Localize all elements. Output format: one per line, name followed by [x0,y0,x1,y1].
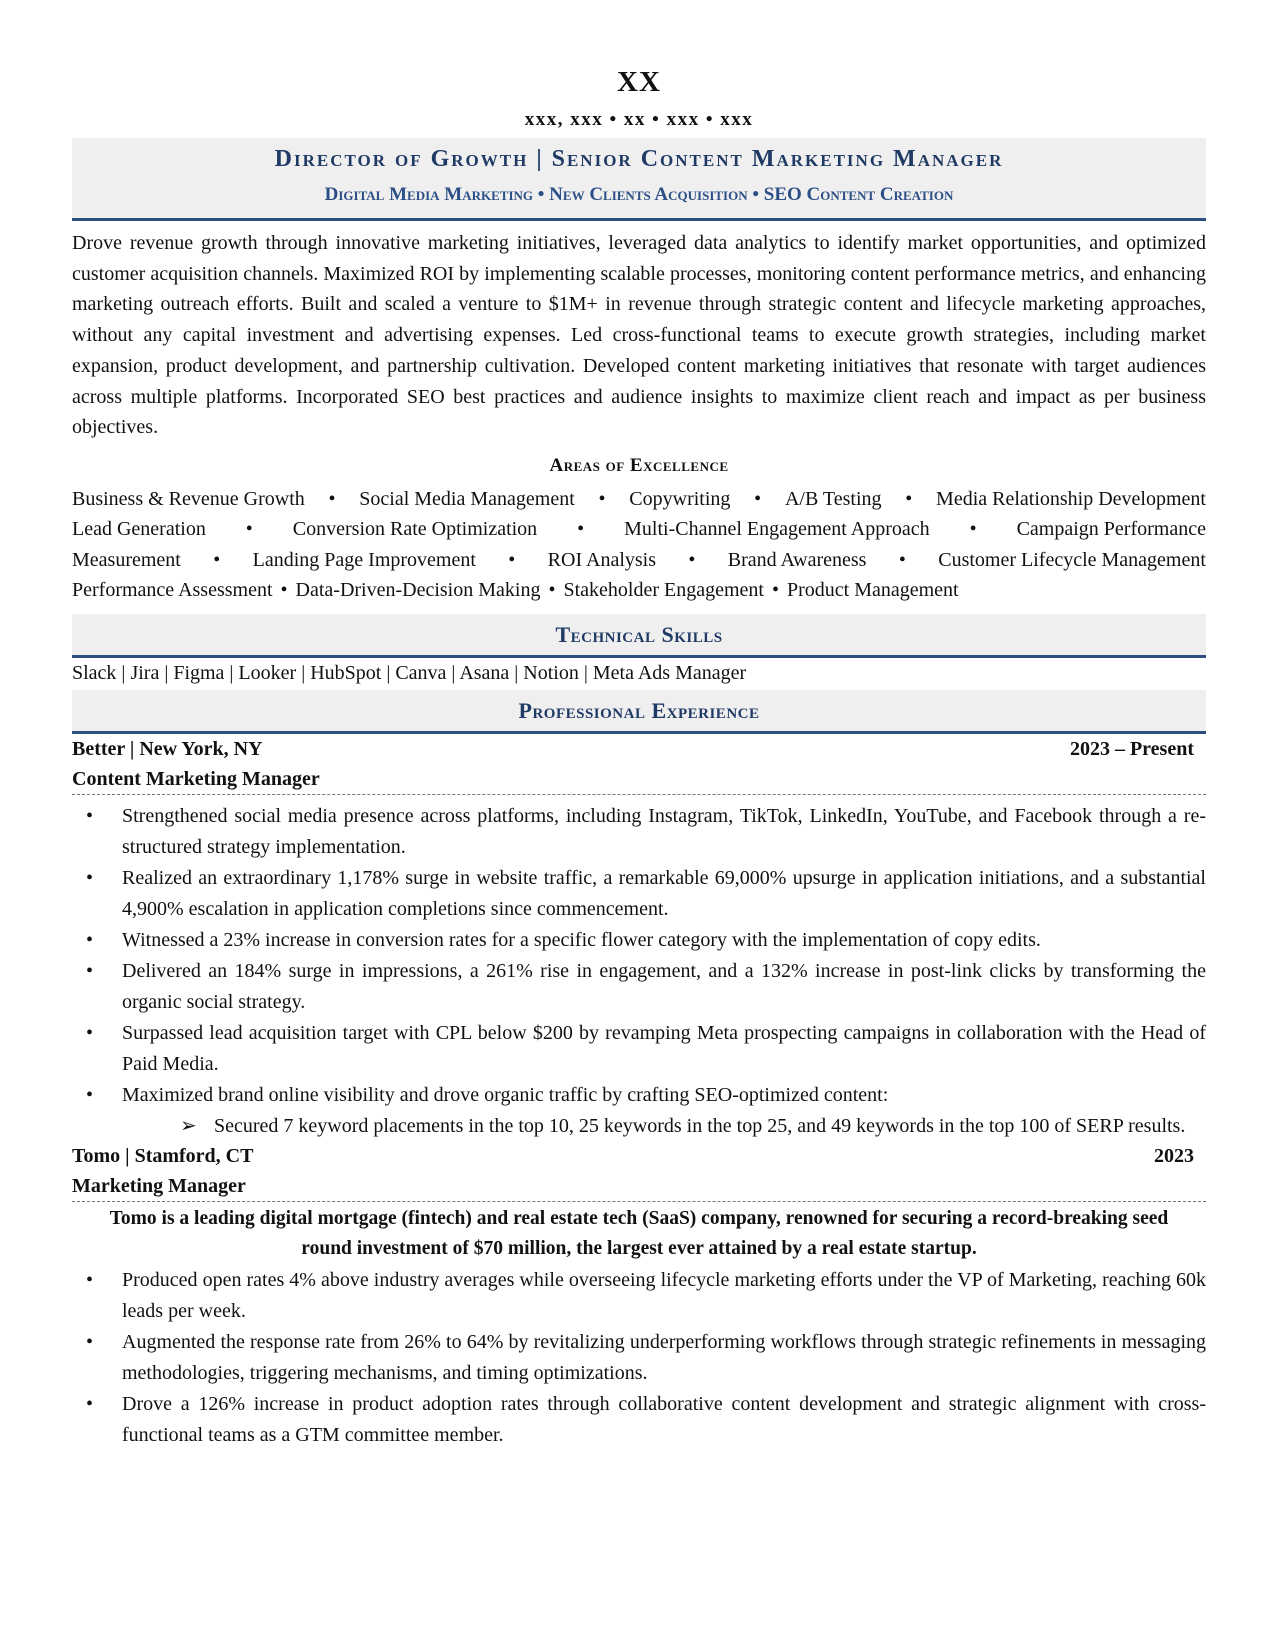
title-band [72,138,1206,221]
separator-dot: • [598,487,606,510]
skill-area: Customer Lifecycle Management [938,548,1206,571]
list-item [72,1265,1206,1327]
list-item [72,1389,1206,1451]
areas-line [72,575,1206,606]
bullet-text: Realized an extraordinary 1,178% surge in website traffic, a remarkable 69,000% upsurge in application initiations, and a substantial 4,900% escalation in application completions since commencement. [122,866,1206,920]
skill-area: Business & Revenue Growth [72,487,305,510]
bullet-marker: • [86,928,94,951]
technical-skills-list: Slack | Jira | Figma | Looker | HubSpot | Canva | Asana | Notion | Meta Ads Manager [72,661,747,684]
headline-title: Director of Growth | Senior Content Marketing Manager [274,146,1004,172]
job-entry [72,734,1206,1141]
bullet-text: Strengthened social media presence across platforms, including Instagram, TikTok, LinkedIn, YouTube, and Facebook through a re-structured strategy implementation. [122,804,1206,858]
areas-line [72,514,1206,545]
skill-area: Campaign Performance [1016,518,1206,541]
list-item [72,863,1206,925]
job-dates: 2023 – Present [1069,737,1194,760]
job-entry [72,1141,1206,1451]
experience-heading: Professional Experience [72,690,1206,734]
sub-bullet-text: Secured 7 keyword placements in the top 10, 25 keywords in the top 25, and 49 keywords in the top 100 of SERP results. [214,1114,1186,1137]
arrow-bullet-icon: ➢ [180,1114,197,1137]
job-role: Content Marketing Manager [72,764,1206,795]
contact-line: xxx, xxx • xx • xxx • xxx [524,109,754,130]
resume-page [72,62,1206,1451]
bullet-marker: • [86,866,94,889]
bullet-marker: • [86,1021,94,1044]
bullet-marker: • [86,1083,94,1106]
separator-dot: • [245,518,253,541]
list-item [72,1327,1206,1389]
separator-dot: • [548,579,556,602]
list-item [72,1080,1206,1111]
skill-area: Stakeholder Engagement [563,579,764,602]
separator-dot: • [577,518,585,541]
job-bullets [72,1265,1206,1451]
separator-dot: • [771,579,779,602]
bullet-text: Maximized brand online visibility and drove organic traffic by crafting SEO-optimized content: [122,1083,889,1106]
bullet-text: Drove a 126% increase in product adoption rates through collaborative content development and strategic alignment with cross-functional teams as a GTM committee member. [122,1392,1206,1446]
skill-area: ROI Analysis [547,548,657,571]
list-item [72,801,1206,863]
separator-dot: • [328,487,336,510]
skill-area: Product Management [786,579,959,602]
skill-area: Performance Assessment [72,579,273,602]
company-description: Tomo is a leading digital mortgage (fintech) and real estate tech (SaaS) company, renowned for securing a record-breaking seed round investment of $70 million, the largest ever attained by a real estate startup. [109,1207,1169,1260]
list-item [72,1018,1206,1080]
job-bullets [72,801,1206,1111]
list-item [72,956,1206,1018]
bullet-marker: • [86,1330,94,1353]
separator-dot: • [280,579,288,602]
job-role: Marketing Manager [72,1171,1206,1202]
skill-area: Lead Generation [72,518,206,541]
separator-dot: • [754,487,762,510]
job-dates: 2023 [1154,1144,1194,1167]
technical-skills-heading: Technical Skills [72,614,1206,658]
skill-area: Media Relationship Development [936,487,1206,510]
list-item [72,925,1206,956]
separator-dot: • [508,548,516,571]
professional-summary: Drove revenue growth through innovative marketing initiatives, leveraged data analytics to identify market opportunities, and optimized customer acquisition channels. Maximized ROI by implementing scalable processes, monitoring content performance metrics, and enhancing marketing outreach efforts. Built and scaled a venture to $1M+ in revenue through strategic content and lifecycle marketing approaches, without any capital investment and advertising expenses. Led cross-functional teams to execute growth strategies, including market expansion, product development, and partnership cultivation. Developed content marketing initiatives that resonate with target audiences across multiple platforms. Incorporated SEO best practices and audience insights to maximize client reach and impact as per business objectives. [72,232,1206,439]
areas-line [72,484,1206,515]
skill-area: Measurement [72,548,181,571]
job-company: Better | New York, NY [72,737,263,760]
job-company: Tomo | Stamford, CT [72,1144,254,1167]
areas-of-excellence [72,484,1206,606]
separator-dot: • [905,487,913,510]
bullet-marker: • [86,959,94,982]
skill-area: Data-Driven-Decision Making [295,579,541,602]
bullet-marker: • [86,804,94,827]
skill-area: Copywriting [629,487,731,510]
skill-area: A/B Testing [784,487,882,510]
separator-dot: • [898,548,906,571]
separator-dot: • [969,518,977,541]
bullet-text: Delivered an 184% surge in impressions, a 261% rise in engagement, and a 132% increase in post-link clicks by transforming the organic social strategy. [122,959,1206,1013]
bullet-marker: • [86,1392,94,1415]
areas-line [72,545,1206,576]
skill-area: Conversion Rate Optimization [292,518,538,541]
bullet-text: Augmented the response rate from 26% to 64% by revitalizing underperforming workflows through strategic refinements in messaging methodologies, triggering mechanisms, and timing optimizations. [122,1330,1206,1384]
bullet-marker: • [86,1268,94,1291]
separator-dot: • [688,548,696,571]
bullet-text: Produced open rates 4% above industry averages while overseeing lifecycle marketing efforts under the VP of Marketing, reaching 60k leads per week. [122,1268,1206,1322]
bullet-text: Surpassed lead acquisition target with CPL below $200 by revamping Meta prospecting campaigns in collaboration with the Head of Paid Media. [122,1021,1206,1075]
bullet-text: Witnessed a 23% increase in conversion rates for a specific flower category with the implementation of copy edits. [122,928,1041,951]
headline-subtitle: Digital Media Marketing • New Clients Acquisition • SEO Content Creation [324,184,954,205]
areas-heading: Areas of Excellence [549,454,729,476]
job-header [72,734,1206,764]
candidate-name: XX [617,66,661,98]
separator-dot: • [213,548,221,571]
sub-list-item [72,1111,1206,1141]
job-header [72,1141,1206,1171]
skill-area: Social Media Management [359,487,575,510]
skill-area: Brand Awareness [727,548,867,571]
skill-area: Landing Page Improvement [252,548,476,571]
skill-area: Multi-Channel Engagement Approach [624,518,930,541]
